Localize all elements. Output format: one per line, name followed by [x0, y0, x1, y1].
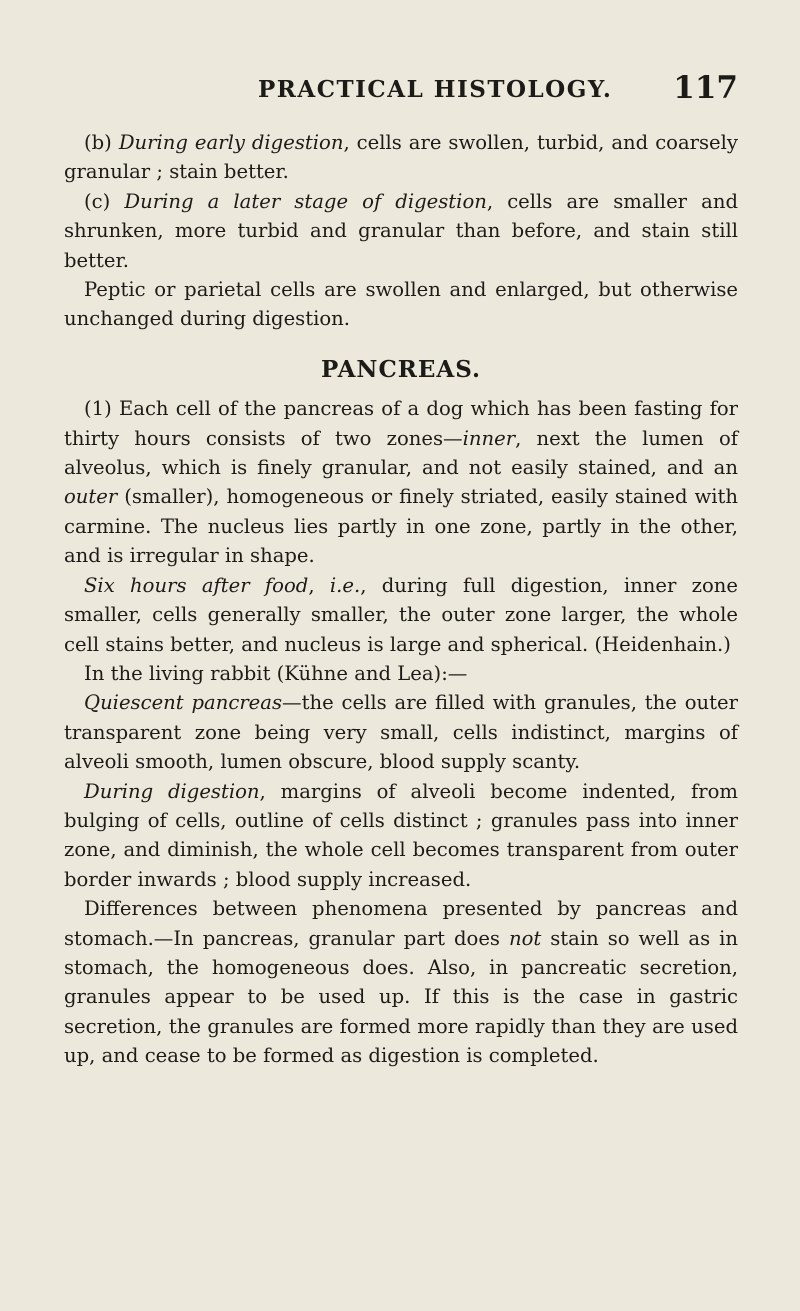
paragraph-early-digestion	[64, 128, 738, 187]
paragraph-living-rabbit: In the living rabbit (Kühne and Lea):—	[84, 661, 468, 685]
paragraph-quiescent	[64, 688, 738, 776]
item-label: (b)	[84, 131, 112, 154]
italic-phrase: Quiescent pancreas	[84, 691, 283, 715]
italic-word: i.e.	[329, 573, 361, 597]
paragraph-text: , during full digestion, inner zone smaller, cells generally smaller, the outer zone larger, the whole cell stains better, and nucleus is large and spherical. (Heidenhain.)	[64, 573, 738, 656]
italic-phrase: During early digestion	[118, 131, 344, 154]
paragraph-pancreas-zones	[64, 394, 738, 570]
paragraph-peptic-cells: Peptic or parietal cells are swollen and enlarged, but otherwise unchanged during digestion.	[64, 278, 738, 331]
item-label: (c)	[84, 189, 111, 213]
paragraph-differences	[64, 894, 738, 1070]
paragraph-later-digestion	[64, 187, 738, 275]
italic-word: not	[508, 926, 542, 950]
page-header	[0, 70, 800, 114]
italic-phrase: During digestion	[84, 779, 260, 803]
section-heading-pancreas: PANCREAS.	[320, 355, 482, 383]
paragraph-text: , cells are swollen, turbid, and coarsely granular ; stain better.	[64, 131, 738, 184]
paragraph-text: —the cells are filled with granules, the outer transparent zone being very small, cells indistinct, margins of alveoli smooth, lumen obscure, blood supply scanty.	[64, 691, 738, 774]
running-title: PRACTICAL HISTOLOGY.	[258, 76, 613, 103]
italic-word: inner	[462, 426, 516, 450]
paragraph-text: ,	[308, 573, 330, 597]
italic-phrase: During a later stage of digestion	[124, 189, 487, 213]
paragraph-text: stain so well as in stomach, the homogeneous does. Also, in pancreatic secretion, granules appear to be used up. If this is the case in gastric secretion, the granules are formed more rapidly than they are used up, and cease to be formed as digestion is completed.	[64, 926, 738, 1068]
paragraph-text: , cells are smaller and shrunken, more turbid and granular than before, and stain still better.	[64, 189, 738, 272]
body-text	[64, 128, 738, 1071]
paragraph-during-digestion	[64, 777, 738, 895]
paragraph-six-hours	[64, 571, 738, 659]
italic-word: outer	[64, 485, 118, 509]
paragraph-text: Differences between phenomena presented by pancreas and stomach.—In pancreas, granular part does	[64, 897, 738, 950]
paragraph-text: (smaller), homogeneous or finely striated, easily stained with carmine. The nucleus lies partly in one zone, partly in the other, and is irregular in shape.	[64, 485, 738, 568]
italic-phrase: Six hours after food	[84, 573, 309, 597]
paragraph-text: , margins of alveoli become indented, from bulging of cells, outline of cells distinct ; granules pass into inner zone, and diminish, the whole cell becomes transparent from outer border inwards ; blood supply increased.	[64, 779, 738, 891]
paragraph-text: , next the lumen of alveolus, which is finely granular, and not easily stained, and an	[64, 426, 738, 480]
paragraph-text: (1) Each cell of the pancreas of a dog which has been fasting for thirty hours consists of two zones—	[64, 397, 738, 450]
page-number: 117	[673, 70, 738, 106]
